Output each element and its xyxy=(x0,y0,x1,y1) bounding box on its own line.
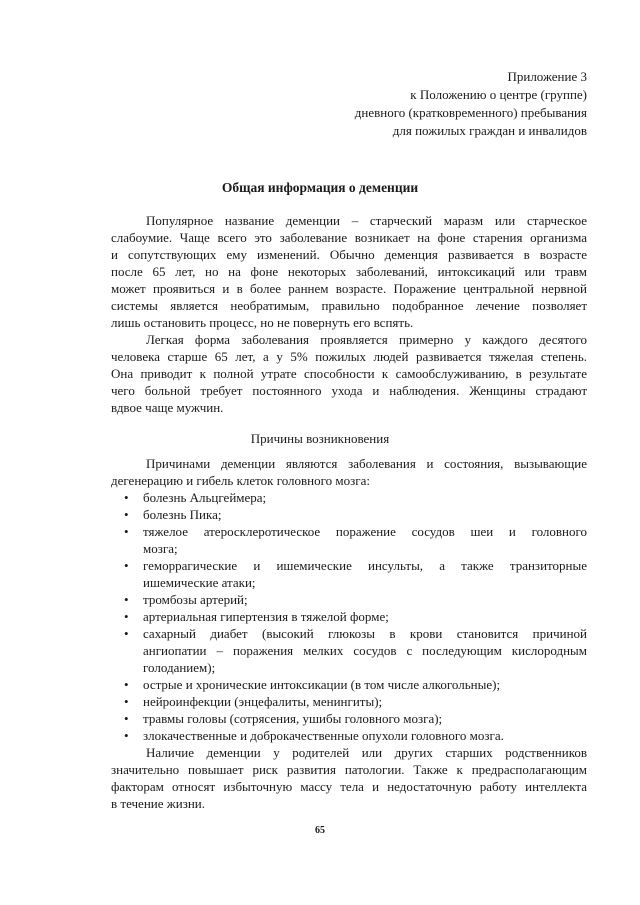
bullet-icon: • xyxy=(124,507,129,522)
list-item-continuation: ангиопатии – поражения мелких сосудов с последующим кислородным xyxy=(143,643,587,658)
text-line: дегенерацию и гибель клеток головного мозга: xyxy=(111,473,370,488)
list-item: болезнь Пика; xyxy=(143,507,222,522)
list-item: травмы головы (сотрясения, ушибы головного мозга); xyxy=(143,711,443,726)
list-item: сахарный диабет (высокий глюкозы в крови становится причиной xyxy=(143,626,587,641)
list-item-continuation: ишемические атаки; xyxy=(143,575,256,590)
list-item: артериальная гипертензия в тяжелой форме; xyxy=(143,609,389,624)
text-line: Легкая форма заболевания проявляется примерно у каждого десятого xyxy=(146,332,587,347)
text-line: человека старше 65 лет, а у 5% пожилых людей развивается тяжелая степень. xyxy=(111,349,587,364)
section-subtitle: Причины возникновения xyxy=(250,431,390,446)
text-line: вдвое чаще мужчин. xyxy=(111,400,224,415)
text-line: Причинами деменции являются заболевания и состояния, вызывающие xyxy=(146,456,587,471)
list-item: геморрагические и ишемические инсульты, а также транзиторные xyxy=(143,558,587,573)
page-number: 65 xyxy=(315,825,325,836)
text-line: факторам относят избыточную массу тела и недостаточную работу интеллекта xyxy=(111,779,587,794)
text-line: может проявиться и в более раннем возрасте. Поражение центральной нервной xyxy=(111,281,587,296)
list-item: нейроинфекции (энцефалиты, менингиты); xyxy=(143,694,383,709)
text-line: Популярное название деменции – старческий маразм или старческое xyxy=(146,213,587,228)
list-item-continuation: голоданием); xyxy=(143,660,216,675)
document-title: Общая информация о деменции xyxy=(221,180,419,195)
appendix-line: Приложение 3 xyxy=(507,69,587,84)
bullet-icon: • xyxy=(124,609,129,624)
list-item: тяжелое атеросклеротическое поражение сосудов шеи и головного xyxy=(143,524,587,539)
bullet-icon: • xyxy=(124,524,129,539)
bullet-icon: • xyxy=(124,694,129,709)
text-line: в течение жизни. xyxy=(111,796,205,811)
text-line: Она приводит к полной утрате способности к самообслуживанию, в результате xyxy=(111,366,587,381)
bullet-icon: • xyxy=(124,677,129,692)
bullet-icon: • xyxy=(124,626,129,641)
text-line: лишь остановить процесс, но не повернуть его вспять. xyxy=(111,315,414,330)
text-line: и сопутствующих ему изменений. Обычно деменция развивается в возрасте xyxy=(111,247,587,262)
text-line: значительно повышает риск развития патологии. Также к предрасполагающим xyxy=(111,762,587,777)
text-line: Наличие деменции у родителей или других старших родственников xyxy=(146,745,587,760)
list-item: тромбозы артерий; xyxy=(143,592,248,607)
text-line: чего больной требует постоянного ухода и наблюдения. Женщины страдают xyxy=(111,383,587,398)
bullet-icon: • xyxy=(124,592,129,607)
bullet-icon: • xyxy=(124,728,129,743)
list-item: болезнь Альцгеймера; xyxy=(143,490,267,505)
list-item: острые и хронические интоксикации (в том числе алкогольные); xyxy=(143,677,501,692)
text-line: после 65 лет, но на фоне некоторых заболеваний, интоксикаций или травм xyxy=(111,264,587,279)
appendix-line: для пожилых граждан и инвалидов xyxy=(392,123,587,138)
bullet-icon: • xyxy=(124,558,129,573)
bullet-icon: • xyxy=(124,490,129,505)
list-item: злокачественные и доброкачественные опухоли головного мозга. xyxy=(143,728,504,743)
bullet-icon: • xyxy=(124,711,129,726)
appendix-line: к Положению о центре (группе) xyxy=(410,87,587,102)
text-line: системы является необратимым, правильно подобранное лечение позволяет xyxy=(111,298,587,313)
list-item-continuation: мозга; xyxy=(143,541,178,556)
text-line: слабоумие. Чаще всего это заболевание возникает на фоне старения организма xyxy=(111,230,587,245)
appendix-line: дневного (кратковременного) пребывания xyxy=(354,105,587,120)
